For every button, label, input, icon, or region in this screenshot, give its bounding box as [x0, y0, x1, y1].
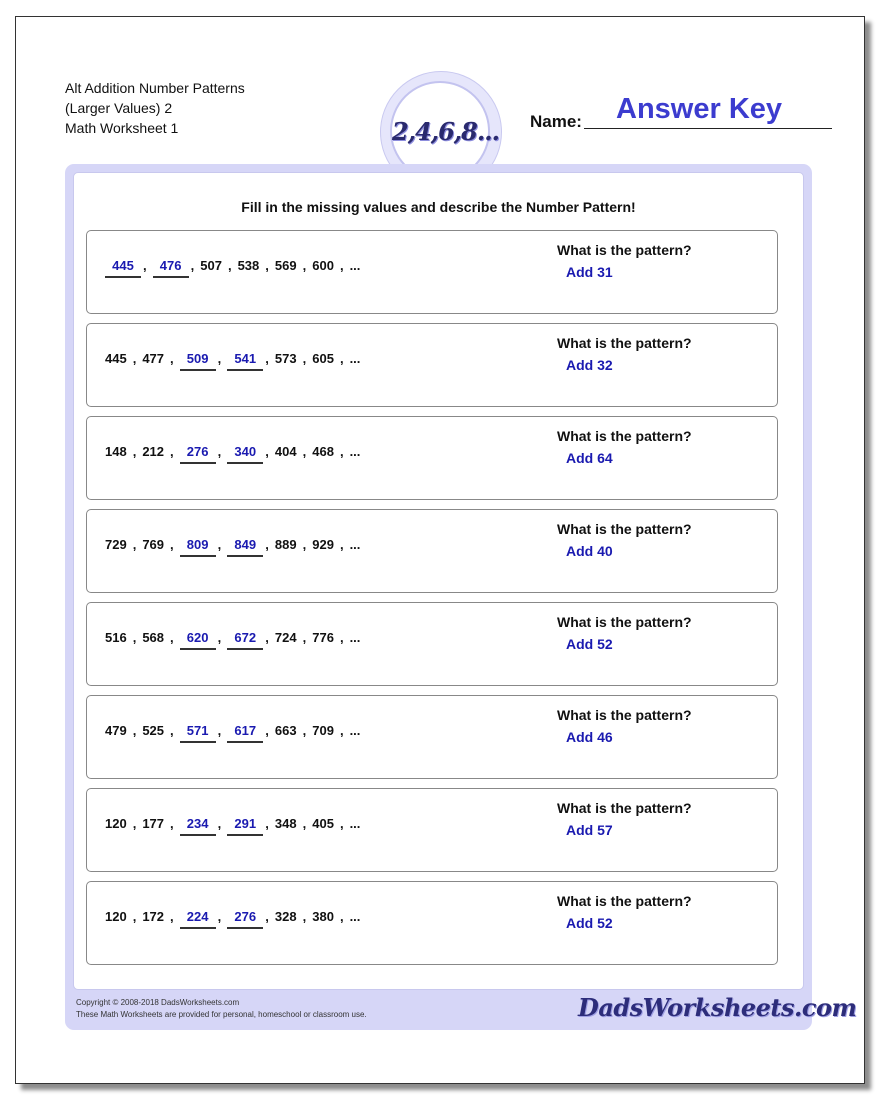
answer-blank: 541: [227, 351, 263, 371]
pattern-answer: Add 31: [566, 264, 613, 280]
pattern-answer: Add 52: [566, 636, 613, 652]
worksheet-page: [15, 16, 865, 1084]
answer-blank: 276: [180, 444, 216, 464]
pattern-answer: Add 57: [566, 822, 613, 838]
sequence-term: 328: [274, 909, 297, 924]
answer-blank: 620: [180, 630, 216, 650]
answer-blank: 809: [180, 537, 216, 557]
pattern-question: What is the pattern?: [557, 614, 692, 630]
sequence-term: 212: [142, 444, 165, 459]
sequence-term: 769: [142, 537, 165, 552]
sequence-term: 889: [274, 537, 297, 552]
sequence-term: 177: [142, 816, 165, 831]
pattern-answer: Add 40: [566, 543, 613, 559]
sequence-term: 573: [274, 351, 297, 366]
answer-blank: 224: [180, 909, 216, 929]
pattern-question: What is the pattern?: [557, 893, 692, 909]
name-label: Name:: [530, 112, 582, 131]
problem-card: [86, 695, 778, 779]
title-line-1: Alt Addition Number Patterns: [65, 80, 245, 96]
logo-text: 2,4,6,8...: [392, 117, 499, 146]
answer-blank: 445: [105, 258, 141, 278]
sequence-term: 729: [105, 537, 127, 552]
sequence-term: 538: [237, 258, 260, 273]
sequence-term: 525: [142, 723, 165, 738]
sequence-term: 405: [312, 816, 334, 831]
answer-blank: 276: [227, 909, 263, 929]
sequence-term: 605: [312, 351, 334, 366]
pattern-question: What is the pattern?: [557, 335, 692, 351]
worksheet-title: [65, 78, 245, 138]
number-sequence: 445 , 477 , 509 , 541 , 573 , 605 , ...: [105, 351, 366, 371]
pattern-question: What is the pattern?: [557, 428, 692, 444]
sequence-ellipsis: ...: [349, 816, 361, 831]
brand-logo: DadsWorksheets.com: [578, 993, 857, 1022]
sequence-term: 663: [274, 723, 297, 738]
problem-card: [86, 602, 778, 686]
answer-blank: 509: [180, 351, 216, 371]
instructions: Fill in the missing values and describe the Number Pattern!: [241, 199, 636, 215]
sequence-term: 516: [105, 630, 127, 645]
number-sequence: 148 , 212 , 276 , 340 , 404 , 468 , ...: [105, 444, 366, 464]
sequence-term: 404: [274, 444, 297, 459]
answer-blank: 617: [227, 723, 263, 743]
answer-blank: 672: [227, 630, 263, 650]
problem-card: [86, 230, 778, 314]
pattern-question: What is the pattern?: [557, 707, 692, 723]
usage-notice: These Math Worksheets are provided for personal, homeschool or classroom use.: [76, 1010, 367, 1019]
sequence-term: 477: [142, 351, 165, 366]
sequence-term: 380: [312, 909, 334, 924]
sequence-term: 172: [142, 909, 165, 924]
sequence-term: 724: [274, 630, 297, 645]
sequence-term: 468: [312, 444, 334, 459]
answer-blank: 234: [180, 816, 216, 836]
number-sequence: 120 , 172 , 224 , 276 , 328 , 380 , ...: [105, 909, 366, 929]
number-sequence: 516 , 568 , 620 , 672 , 724 , 776 , ...: [105, 630, 366, 650]
sequence-term: 348: [274, 816, 297, 831]
copyright-text: Copyright © 2008-2018 DadsWorksheets.com: [76, 998, 240, 1007]
number-sequence: 445 , 476 , 507 , 538 , 569 , 600 , ...: [105, 258, 366, 278]
answer-blank: 340: [227, 444, 263, 464]
answer-key-label: Answer Key: [616, 93, 783, 125]
sequence-term: 479: [105, 723, 127, 738]
title-line-2: (Larger Values) 2: [65, 100, 173, 116]
copyright-footer: [76, 997, 367, 1021]
sequence-term: 507: [200, 258, 222, 273]
sequence-term: 569: [274, 258, 297, 273]
number-sequence: 120 , 177 , 234 , 291 , 348 , 405 , ...: [105, 816, 366, 836]
sequence-ellipsis: ...: [349, 630, 361, 645]
sequence-term: 709: [312, 723, 334, 738]
pattern-answer: Add 52: [566, 915, 613, 931]
problem-card: [86, 788, 778, 872]
title-line-3: Math Worksheet 1: [65, 120, 179, 136]
answer-blank: 476: [153, 258, 189, 278]
sequence-term: 120: [105, 909, 127, 924]
problem-card: [86, 509, 778, 593]
answer-blank: 849: [227, 537, 263, 557]
answer-blank: 291: [227, 816, 263, 836]
answer-blank: 571: [180, 723, 216, 743]
pattern-question: What is the pattern?: [557, 242, 692, 258]
sequence-ellipsis: ...: [349, 444, 361, 459]
pattern-answer: Add 32: [566, 357, 613, 373]
problems-frame: [65, 164, 857, 1030]
sequence-term: 148: [105, 444, 127, 459]
sequence-ellipsis: ...: [349, 351, 361, 366]
problems-panel: [73, 172, 804, 990]
sequence-term: 120: [105, 816, 127, 831]
sequence-ellipsis: ...: [349, 723, 361, 738]
sequence-term: 600: [312, 258, 334, 273]
sequence-term: 568: [142, 630, 165, 645]
name-field-line: [584, 128, 832, 129]
pattern-answer: Add 46: [566, 729, 613, 745]
pattern-question: What is the pattern?: [557, 521, 692, 537]
number-sequence: 729 , 769 , 809 , 849 , 889 , 929 , ...: [105, 537, 366, 557]
sequence-ellipsis: ...: [349, 258, 361, 273]
problem-card: [86, 416, 778, 500]
sequence-term: 445: [105, 351, 127, 366]
problem-card: [86, 323, 778, 407]
sequence-term: 929: [312, 537, 334, 552]
sequence-ellipsis: ...: [349, 537, 361, 552]
sequence-term: 776: [312, 630, 334, 645]
sequence-ellipsis: ...: [349, 909, 361, 924]
problem-card: [86, 881, 778, 965]
number-sequence: 479 , 525 , 571 , 617 , 663 , 709 , ...: [105, 723, 366, 743]
pattern-answer: Add 64: [566, 450, 613, 466]
pattern-question: What is the pattern?: [557, 800, 692, 816]
